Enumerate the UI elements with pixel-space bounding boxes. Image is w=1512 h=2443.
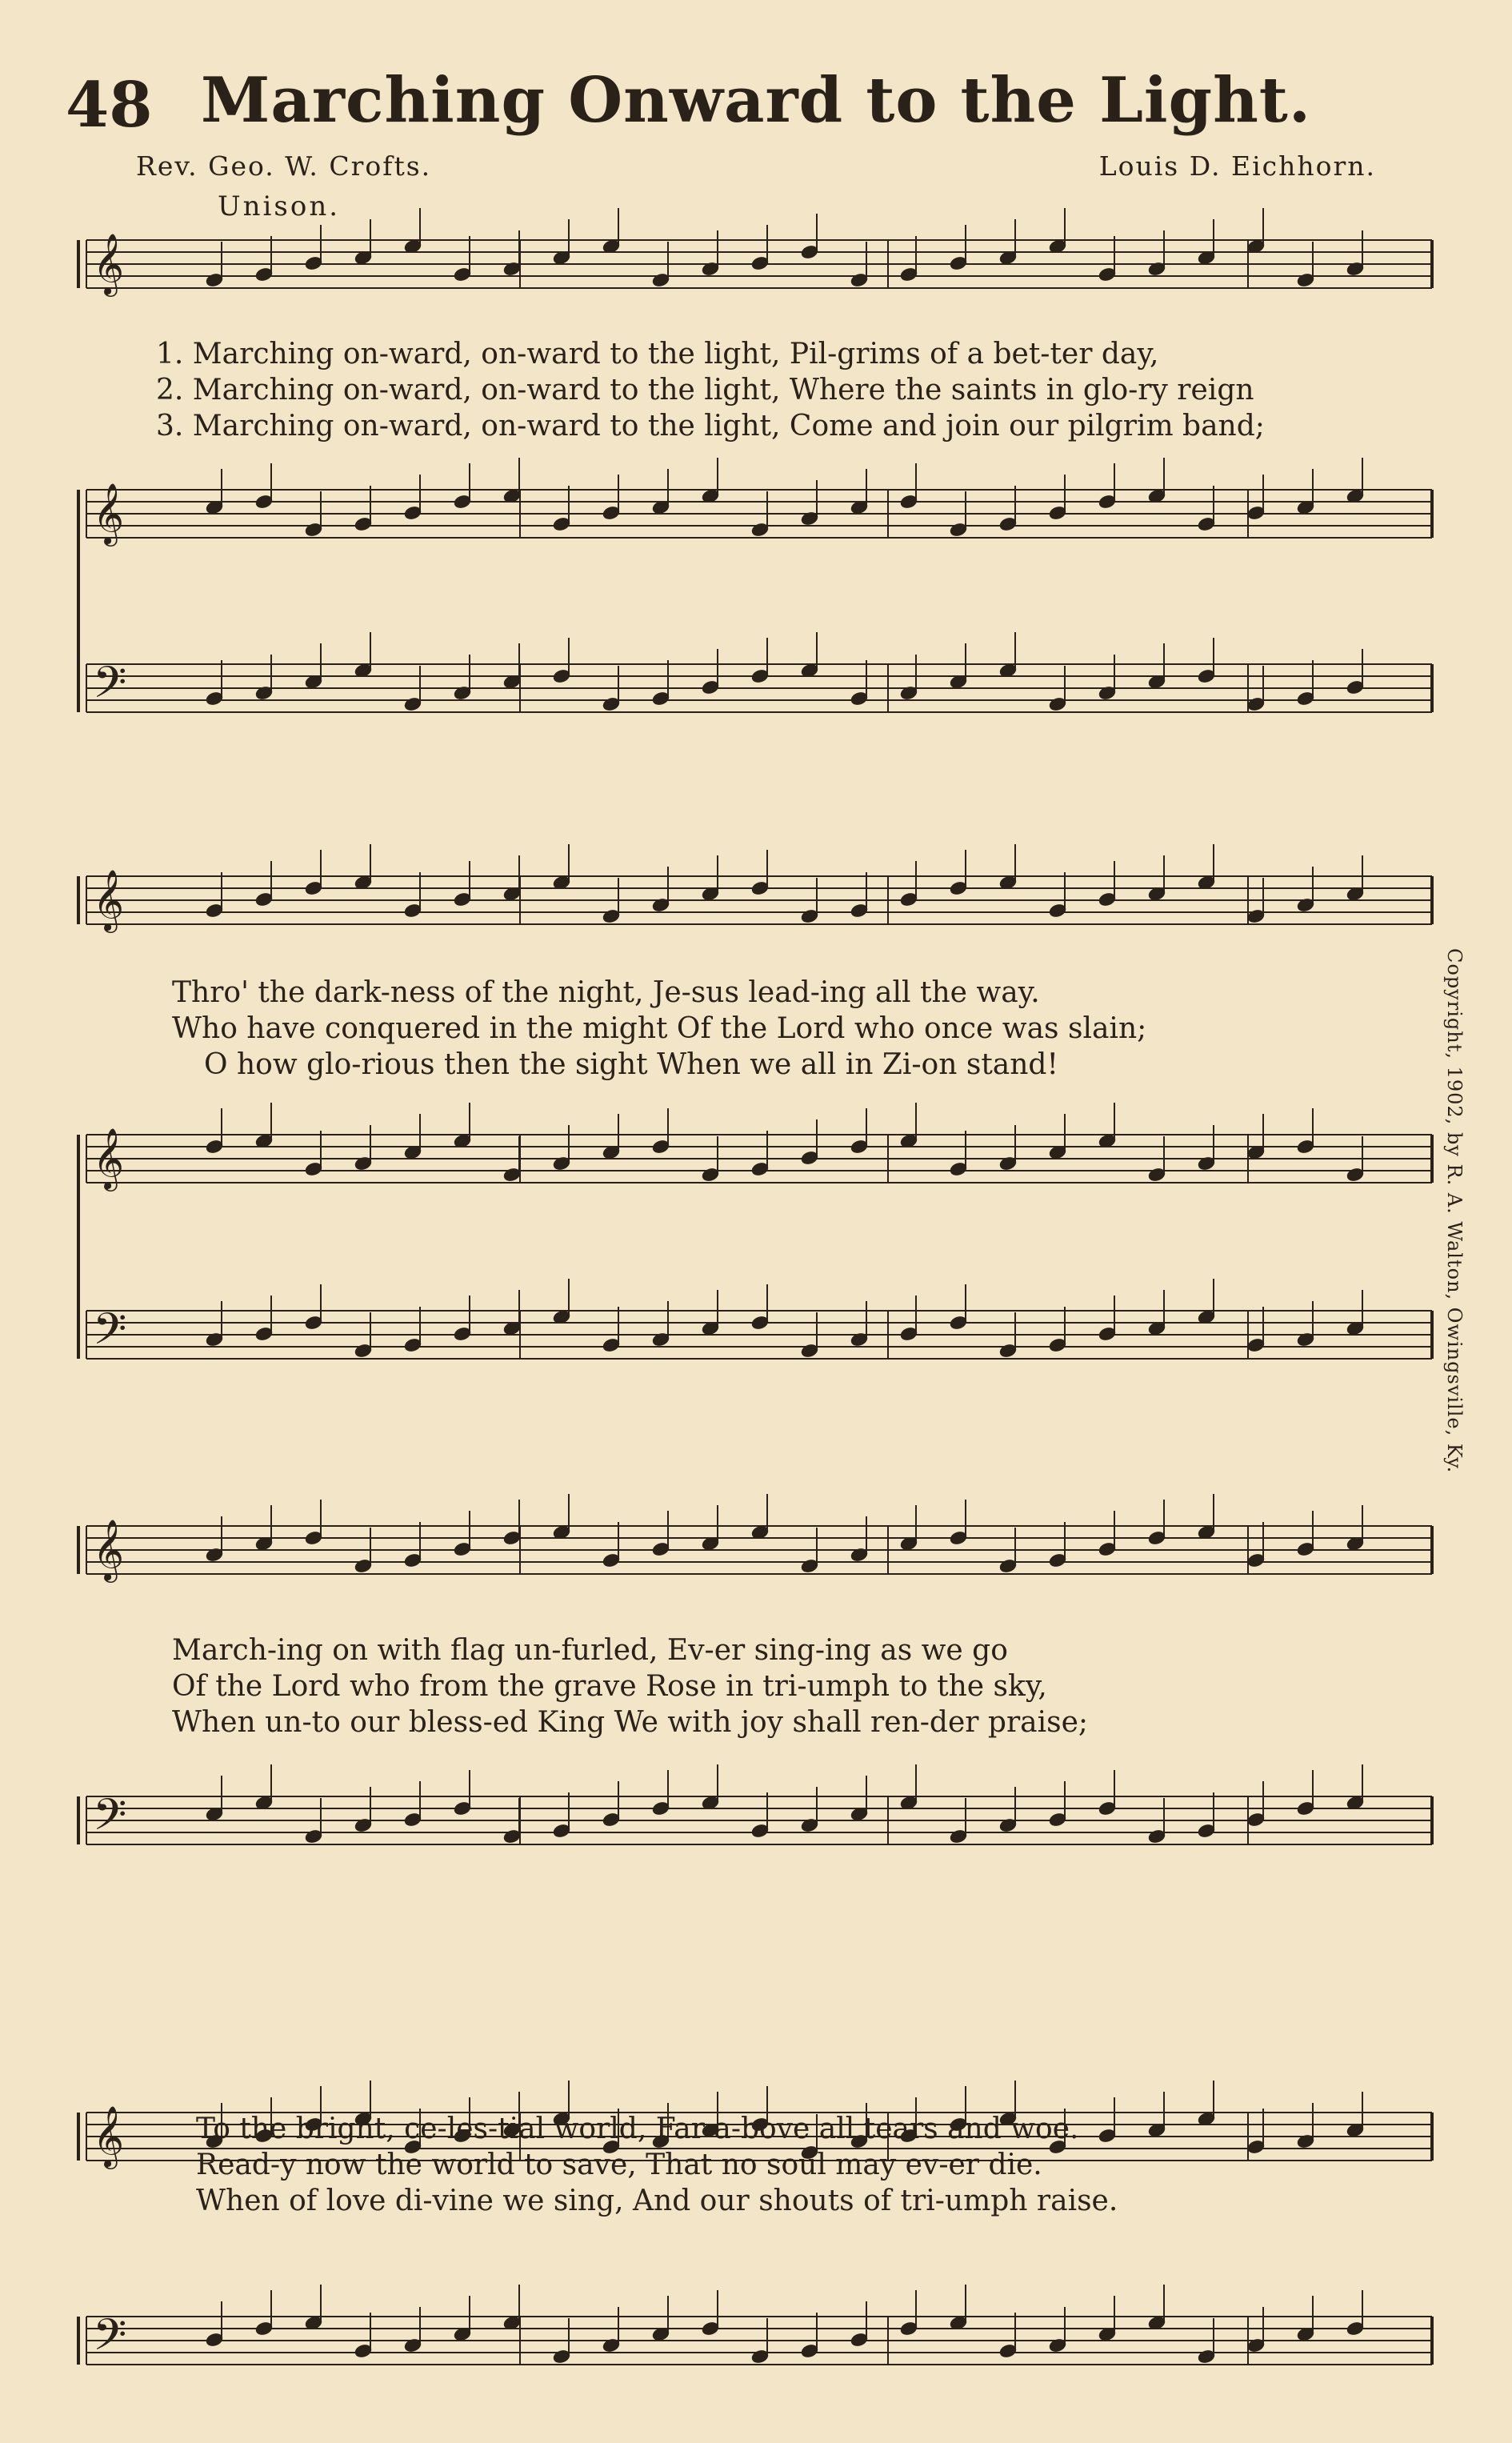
svg-text:𝄞: 𝄞 [93, 869, 125, 931]
page-number: 48 [66, 69, 153, 142]
svg-text:𝄢: 𝄢 [93, 1304, 127, 1365]
svg-text:𝄞: 𝄞 [93, 233, 125, 294]
unison-direction: Unison. [218, 190, 341, 222]
svg-text:𝄢: 𝄢 [93, 657, 127, 719]
hymn-title: Marching Onward to the Light. [201, 64, 1311, 137]
svg-text:𝄞: 𝄞 [93, 2105, 125, 2167]
lyric-verse-3: 3. Marching on-ward, on-ward to the light, Come and join our pilgrim band; [156, 410, 1265, 443]
lyricist-credit: Rev. Geo. W. Crofts. [136, 150, 432, 182]
lyric-verse-1: To the bright, ce-les-tial world, Far a-bove all tears and woe. [196, 2113, 1079, 2145]
lyric-verse-1: Thro' the dark-ness of the night, Je-sus lead-ing all the way. [172, 976, 1040, 1009]
composer-credit: Louis D. Eichhorn. [1098, 150, 1376, 182]
svg-text:𝄢: 𝄢 [93, 1789, 127, 1851]
svg-text:𝄞: 𝄞 [93, 1127, 125, 1189]
svg-text:𝄢: 𝄢 [93, 2309, 127, 2371]
lyric-verse-2: Of the Lord who from the grave Rose in tri-umph to the sky, [172, 1670, 1047, 1703]
svg-text:𝄞: 𝄞 [93, 1519, 125, 1580]
lyric-verse-1: March-ing on with flag un-furled, Ev-er sing-ing as we go [172, 1634, 1008, 1667]
lyric-verse-2: Read-y now the world to save, That no soul may ev-er die. [196, 2149, 1042, 2181]
lyric-verse-3: When un-to our bless-ed King We with joy shall ren-der praise; [172, 1706, 1089, 1739]
copyright-notice: Copyright, 1902, by R. A. Walton, Owingsville, Ky. [1443, 948, 1466, 1474]
lyric-verse-2: 2. Marching on-ward, on-ward to the light, Where the saints in glo-ry reign [156, 374, 1254, 406]
lyric-verse-2: Who have conquered in the might Of the Lord who once was slain; [172, 1012, 1147, 1045]
svg-text:𝄞: 𝄞 [93, 483, 125, 544]
lyric-verse-1: 1. Marching on-ward, on-ward to the light, Pil-grims of a bet-ter day, [156, 338, 1159, 370]
lyric-verse-3: O how glo-rious then the sight When we all in Zi-on stand! [204, 1048, 1058, 1081]
lyric-verse-3: When of love di-vine we sing, And our shouts of tri-umph raise. [196, 2185, 1118, 2217]
